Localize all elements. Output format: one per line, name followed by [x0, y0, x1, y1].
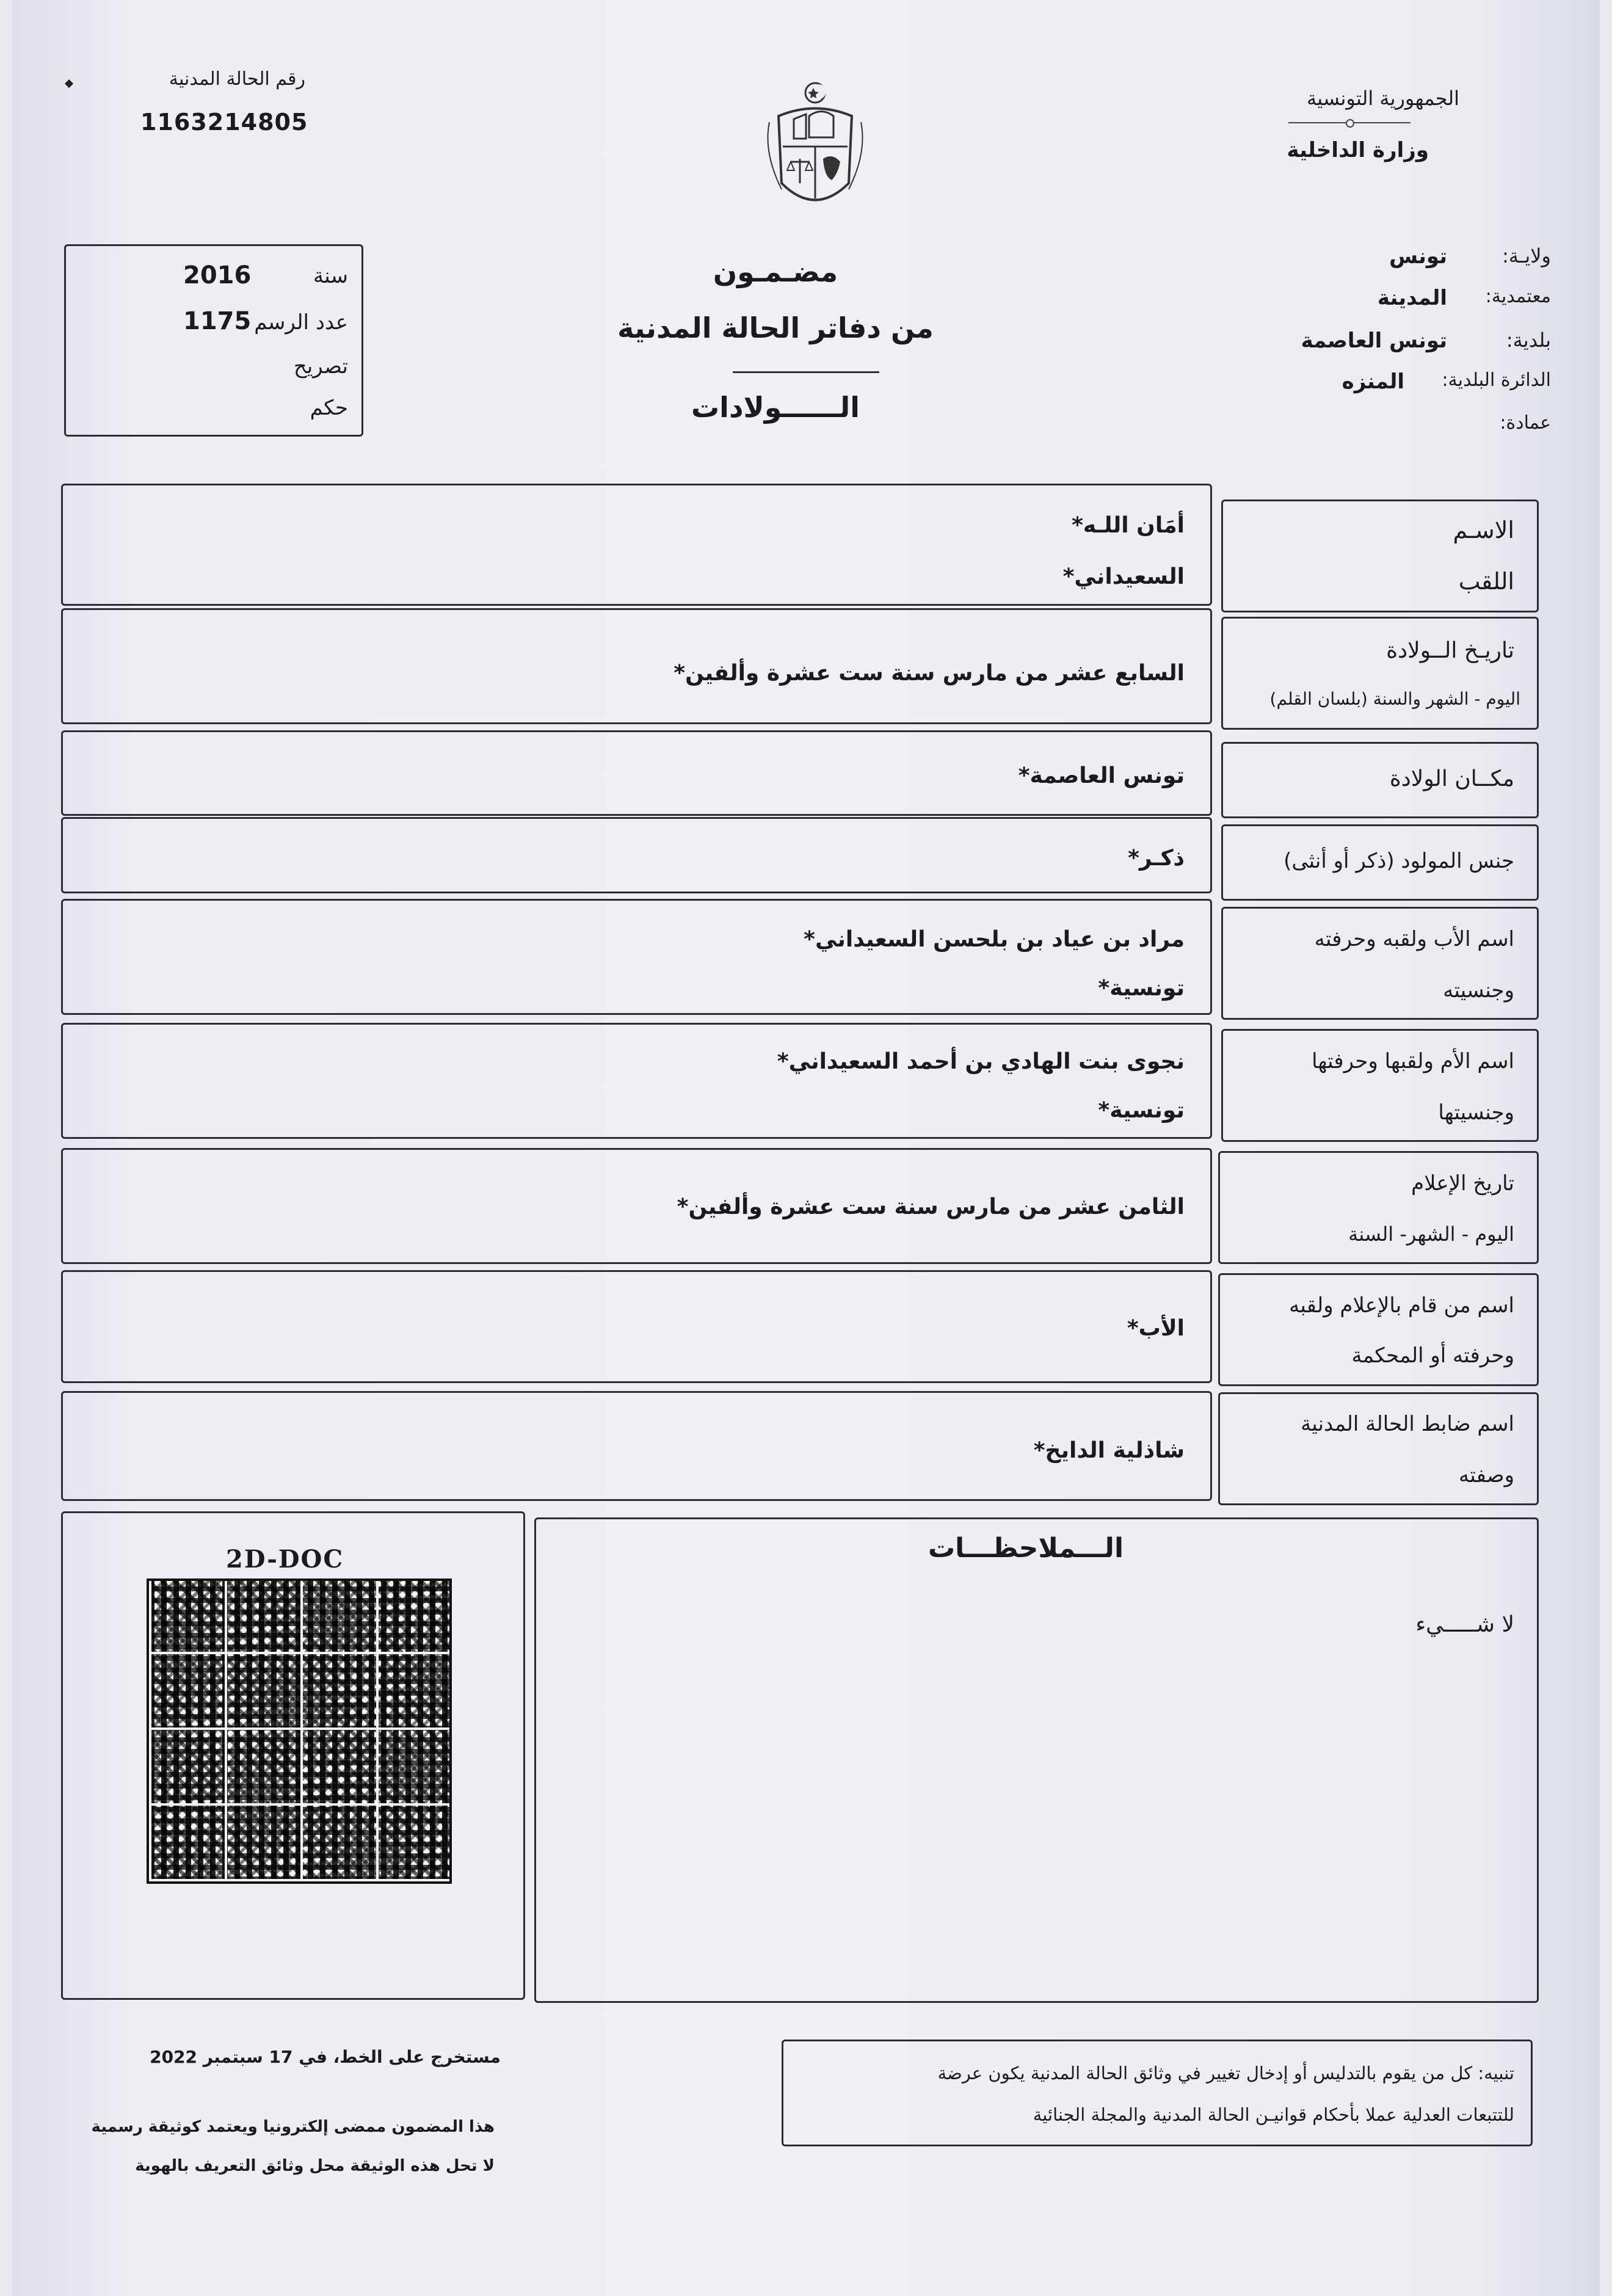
- extracted-date: مستخرج على الخط، في 17 سبتمبر 2022: [150, 2047, 501, 2067]
- name-label: الاسـم: [1453, 517, 1514, 543]
- doc-title-line2: من دفاتر الحالة المدنية: [617, 311, 934, 344]
- year-value: 2016: [183, 261, 252, 289]
- doc-title-line3: الــــــولادات: [691, 391, 860, 424]
- father-sublabel: وجنسيته: [1443, 978, 1514, 1003]
- row-father-label-box: [1221, 907, 1539, 1020]
- officer-sublabel: وصفته: [1459, 1463, 1514, 1488]
- father-label: اسم الأب ولقبه وحرفته: [1314, 927, 1514, 951]
- daira-label: الدائرة البلدية:: [1442, 369, 1551, 391]
- title-underline: [733, 371, 879, 373]
- motamadia-value: المدينة: [1377, 286, 1447, 310]
- number-value: 1175: [183, 307, 252, 335]
- mother-nationality-value: تونسية*: [1098, 1098, 1185, 1123]
- declaration-date-label: تاريخ الإعلام: [1411, 1171, 1514, 1196]
- declaration-label: تصريح: [293, 354, 348, 379]
- coat-of-arms-icon: [757, 79, 873, 220]
- registry-label: رقم الحالة المدنية: [169, 68, 305, 90]
- surname-label: اللقب: [1458, 568, 1514, 595]
- republic-title: الجمهورية التونسية: [1307, 87, 1459, 110]
- registry-number: 1163214805: [140, 109, 308, 136]
- code-label: 2D-DOC: [226, 1545, 344, 1574]
- row-birthdate-label-box: [1221, 617, 1539, 730]
- year-label: سنة: [313, 264, 348, 288]
- declaration-date-value: الثامن عشر من مارس سنة ست عشرة وألفين*: [677, 1194, 1185, 1219]
- footer-note-1: هذا المضمون ممضى إلكترونيا ويعتمد كوثيقة رسمية: [91, 2118, 495, 2136]
- motamadia-label: معتمدية:: [1485, 286, 1551, 307]
- mother-sublabel: وجنسيتها: [1438, 1100, 1514, 1125]
- baladia-value: تونس العاصمة: [1301, 329, 1447, 353]
- sex-label: جنس المولود (ذكر أو أنثى): [1283, 849, 1514, 873]
- remarks-text: لا شـــــيء: [1415, 1612, 1514, 1637]
- corner-mark-icon: [65, 79, 73, 88]
- judgment-label: حكم: [310, 396, 348, 420]
- remarks-title: الـــملاحظـــات: [928, 1533, 1124, 1564]
- birthplace-value: تونس العاصمة*: [1018, 763, 1185, 788]
- number-label: عدد الرسم: [254, 310, 348, 335]
- father-nationality-value: تونسية*: [1098, 976, 1185, 1001]
- father-name-value: مراد بن عياد بن بلحسن السعيداني*: [804, 927, 1185, 952]
- 2d-barcode-icon: [147, 1579, 452, 1884]
- row-officer-label-box: [1218, 1392, 1539, 1505]
- family-name-value: السعيداني*: [1062, 564, 1185, 589]
- birthplace-label: مكــان الولادة: [1389, 766, 1514, 791]
- header-divider-dot-icon: [1346, 119, 1354, 128]
- row-declarant-label-box: [1218, 1273, 1539, 1386]
- footer-note-2: لا تحل هذه الوثيقة محل وثائق التعريف بالهوية: [135, 2157, 495, 2175]
- birthdate-sublabel: اليوم - الشهر والسنة (بلسان القلم): [1269, 689, 1520, 709]
- document-sheet: [12, 0, 1600, 2296]
- doc-title-line1: مضـمـون: [713, 255, 838, 288]
- given-name-value: أمَان اللـه*: [1072, 513, 1185, 538]
- warning-line-1: تنبيه: كل من يقوم بالتدليس أو إدخال تغيير في وثائق الحالة المدنية يكون عرضة: [937, 2063, 1514, 2083]
- declarant-sublabel: وحرفته أو المحكمة: [1351, 1343, 1514, 1368]
- officer-label: اسم ضابط الحالة المدنية: [1301, 1412, 1514, 1436]
- imada-label: عمادة:: [1500, 412, 1551, 434]
- wilaya-label: ولايـة:: [1502, 244, 1551, 267]
- row-declaration-date-label-box: [1218, 1151, 1539, 1264]
- declaration-date-sublabel: اليوم - الشهر- السنة: [1348, 1222, 1514, 1246]
- declarant-label: اسم من قام بالإعلام ولقبه: [1289, 1293, 1514, 1318]
- warning-box: [782, 2040, 1533, 2146]
- wilaya-value: تونس: [1389, 244, 1447, 269]
- baladia-label: بلدية:: [1506, 329, 1551, 352]
- birthdate-value: السابع عشر من مارس سنة ست عشرة وألفين*: [673, 661, 1185, 686]
- declarant-value: الأب*: [1127, 1316, 1185, 1341]
- officer-value: شاذلية الدايخ*: [1033, 1438, 1185, 1463]
- remarks-box: [534, 1517, 1539, 2003]
- mother-label: اسم الأم ولقبها وحرفتها: [1312, 1049, 1514, 1074]
- row-mother-label-box: [1221, 1029, 1539, 1142]
- ministry-title: وزارة الداخلية: [1287, 138, 1429, 162]
- birthdate-label: تاريـخ الــولادة: [1386, 638, 1514, 663]
- warning-line-2: للتتبعات العدلية عملا بأحكام قوانيـن الحالة المدنية والمجلة الجنائية: [1033, 2104, 1514, 2125]
- sex-value: ذكـر*: [1128, 846, 1185, 871]
- mother-name-value: نجوى بنت الهادي بن أحمد السعيداني*: [777, 1049, 1185, 1074]
- daira-value: المنزه: [1342, 369, 1404, 394]
